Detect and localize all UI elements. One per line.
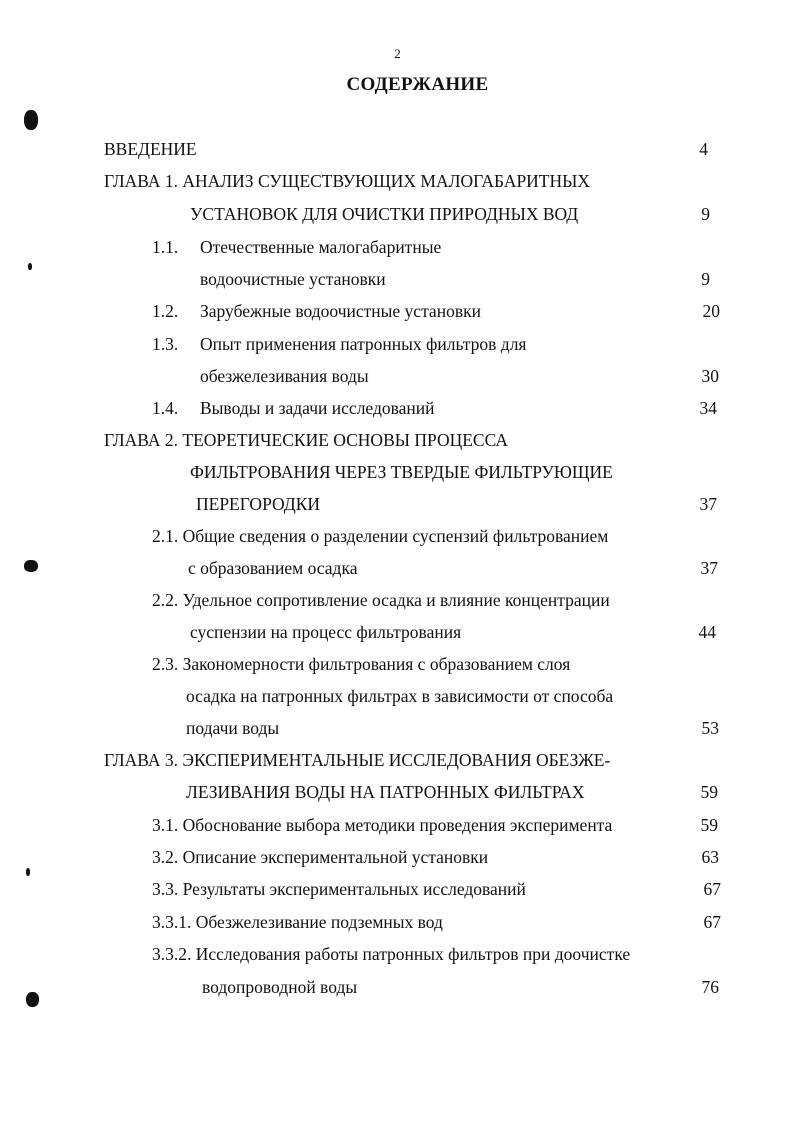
page-title: СОДЕРЖАНИЕ bbox=[346, 74, 489, 95]
toc-section-2-2-cont: суспензии на процесс фильтрования bbox=[190, 622, 462, 642]
toc-section-2-3-cont: осадка на патронных фильтрах в зависимости от способа bbox=[186, 686, 614, 706]
toc-section-num: 1.3. bbox=[152, 334, 179, 354]
toc-section-2-1[interactable]: 2.1. Общие сведения о разделении суспензий фильтрованием bbox=[152, 526, 609, 546]
toc-page: 30 bbox=[701, 366, 719, 386]
toc-section-1-1-cont: водоочистные установки bbox=[200, 269, 386, 289]
toc-section-3-3-2-cont: водопроводной воды bbox=[202, 977, 358, 997]
toc-page: 20 bbox=[702, 301, 720, 321]
toc-chapter-1[interactable]: ГЛАВА 1. АНАЛИЗ СУЩЕСТВУЮЩИХ МАЛОГАБАРИТНЫХ bbox=[104, 171, 591, 191]
toc-section-2-3[interactable]: 2.3. Закономерности фильтрования с образованием слоя bbox=[152, 654, 571, 674]
toc-chapter-1-cont: УСТАНОВОК ДЛЯ ОЧИСТКИ ПРИРОДНЫХ ВОД bbox=[190, 204, 579, 224]
toc-page: 63 bbox=[701, 847, 719, 867]
scan-spot bbox=[28, 263, 32, 270]
toc-chapter-2[interactable]: ГЛАВА 2. ТЕОРЕТИЧЕСКИЕ ОСНОВЫ ПРОЦЕССА bbox=[104, 430, 509, 450]
toc-chapter-3-cont: ЛЕЗИВАНИЯ ВОДЫ НА ПАТРОННЫХ ФИЛЬТРАХ bbox=[186, 782, 585, 802]
page-number: 2 bbox=[394, 46, 401, 61]
toc-page: 44 bbox=[698, 622, 716, 642]
scan-spot bbox=[26, 992, 39, 1007]
toc-page: 4 bbox=[699, 139, 708, 159]
toc-section-num: 1.2. bbox=[152, 301, 179, 321]
toc-page: 59 bbox=[700, 782, 718, 802]
toc-page: 34 bbox=[699, 398, 717, 418]
toc-section-3-3-1[interactable]: 3.3.1. Обезжелезивание подземных вод bbox=[152, 912, 443, 932]
toc-chapter-3[interactable]: ГЛАВА 3. ЭКСПЕРИМЕНТАЛЬНЫЕ ИССЛЕДОВАНИЯ ОБЕЗЖЕ- bbox=[104, 750, 611, 770]
scan-spot bbox=[24, 560, 38, 572]
toc-page: 37 bbox=[699, 494, 717, 514]
toc-section-1-4[interactable]: Выводы и задачи исследований bbox=[200, 398, 435, 418]
toc-chapter-2-cont: ПЕРЕГОРОДКИ bbox=[196, 494, 321, 514]
toc-intro[interactable]: ВВЕДЕНИЕ bbox=[104, 139, 197, 159]
toc-page: 67 bbox=[703, 912, 721, 932]
toc-page: 76 bbox=[701, 977, 719, 997]
toc-section-3-2[interactable]: 3.2. Описание экспериментальной установки bbox=[152, 847, 489, 867]
toc-page: 37 bbox=[700, 558, 718, 578]
toc-section-1-2[interactable]: Зарубежные водоочистные установки bbox=[200, 301, 481, 321]
toc-section-1-3[interactable]: Опыт применения патронных фильтров для bbox=[200, 334, 527, 354]
toc-section-2-2[interactable]: 2.2. Удельное сопротивление осадка и влияние концентрации bbox=[152, 590, 610, 610]
toc-section-2-1-cont: с образованием осадка bbox=[188, 558, 358, 578]
toc-section-1-1[interactable]: Отечественные малогабаритные bbox=[200, 237, 442, 257]
toc-page: 59 bbox=[700, 815, 718, 835]
toc-page: 9 bbox=[701, 269, 710, 289]
toc-section-3-3[interactable]: 3.3. Результаты экспериментальных исследований bbox=[152, 879, 526, 899]
toc-section-3-3-2[interactable]: 3.3.2. Исследования работы патронных фильтров при доочистке bbox=[152, 944, 631, 964]
toc-section-num: 1.1. bbox=[152, 237, 179, 257]
scan-spot bbox=[26, 868, 30, 876]
toc-page: 9 bbox=[701, 204, 710, 224]
toc-page: 53 bbox=[701, 718, 719, 738]
toc-page: 67 bbox=[703, 879, 721, 899]
toc-chapter-2-cont: ФИЛЬТРОВАНИЯ ЧЕРЕЗ ТВЕРДЫЕ ФИЛЬТРУЮЩИЕ bbox=[190, 462, 613, 482]
toc-section-1-3-cont: обезжелезивания воды bbox=[200, 366, 369, 386]
toc-section-3-1[interactable]: 3.1. Обоснование выбора методики проведения эксперимента bbox=[152, 815, 613, 835]
toc-section-num: 1.4. bbox=[152, 398, 179, 418]
toc-section-2-3-cont: подачи воды bbox=[186, 718, 280, 738]
scan-spot bbox=[24, 110, 38, 130]
